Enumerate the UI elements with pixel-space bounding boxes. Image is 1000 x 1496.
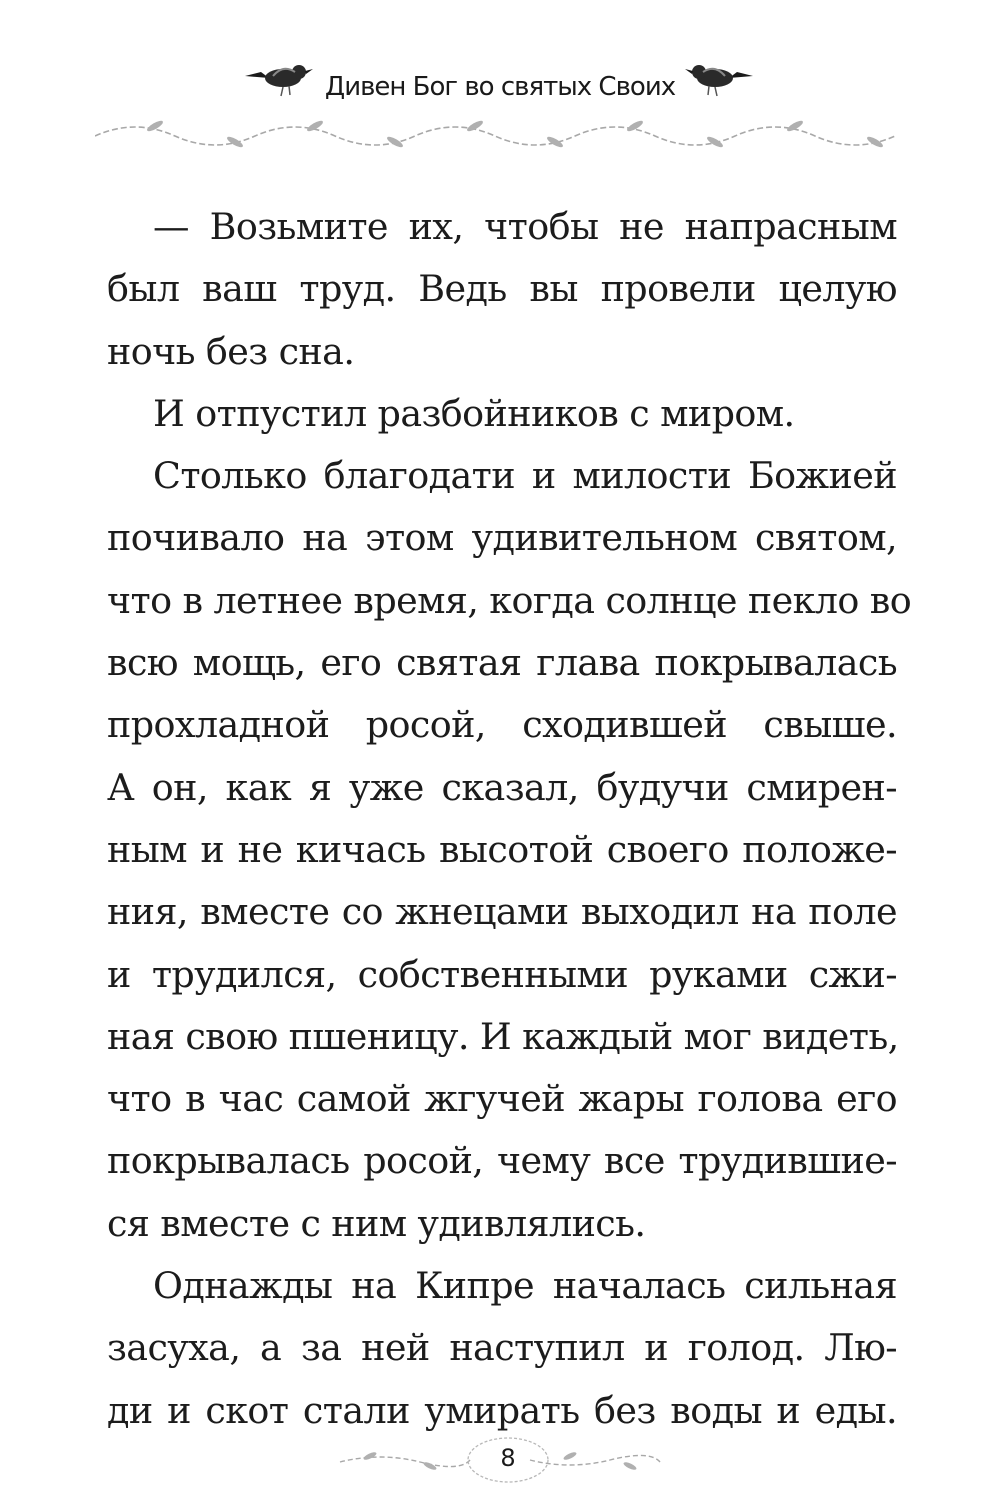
text-line: ся вместе с ним удивлялись. [107, 1201, 646, 1245]
text-line: что в час самой жгучей жары голова его [107, 1077, 897, 1121]
page-footer [0, 1436, 1000, 1496]
text-line: что в летнее время, когда солнце пекло во [107, 578, 912, 622]
text-line: ния, вместе со жнецами выходил на поле [107, 890, 897, 934]
text-line: Однажды на Кипре началась сильная [153, 1264, 897, 1308]
text-line: — Возьмите их, чтобы не напрасным [153, 205, 897, 248]
text-line: засуха, а за ней наступил и голод. Лю- [107, 1326, 897, 1370]
page-number: 8 [500, 1444, 516, 1472]
body-text [107, 196, 912, 1442]
text-line: почивало на этом удивительном святом, [107, 516, 897, 560]
text-line: был ваш труд. Ведь вы провели целую [107, 267, 897, 311]
text-line: ная свою пшеницу. И каждый мог видеть, [107, 1014, 899, 1058]
bird-icon [243, 54, 315, 98]
text-line: и трудился, собственными руками сжи- [107, 952, 897, 996]
paragraph [107, 445, 912, 1255]
text-line: И отпустил разбойников с миром. [153, 391, 795, 435]
vine-ornament-divider [95, 110, 905, 154]
text-line: А он, как я уже сказал, будучи смирен- [107, 765, 897, 809]
text-line: всю мощь, его святая глава покрывалась [107, 641, 897, 685]
page-header [0, 50, 1000, 110]
paragraph [107, 1255, 897, 1442]
paragraph [107, 196, 897, 383]
text-line: прохладной росой, сходившей свыше. [107, 703, 897, 747]
text-line: Столько благодати и милости Божией [153, 454, 897, 498]
bird-icon [683, 54, 755, 98]
text-line: покрывалась росой, чему все трудившие- [107, 1139, 897, 1183]
text-line: ди и скот стали умирать без воды и еды. [107, 1388, 897, 1432]
paragraph [107, 383, 897, 445]
running-title: Дивен Бог во святых Своих [324, 72, 676, 102]
text-line: ным и не кичась высотой своего положе- [107, 827, 897, 871]
text-line: ночь без сна. [107, 329, 355, 373]
